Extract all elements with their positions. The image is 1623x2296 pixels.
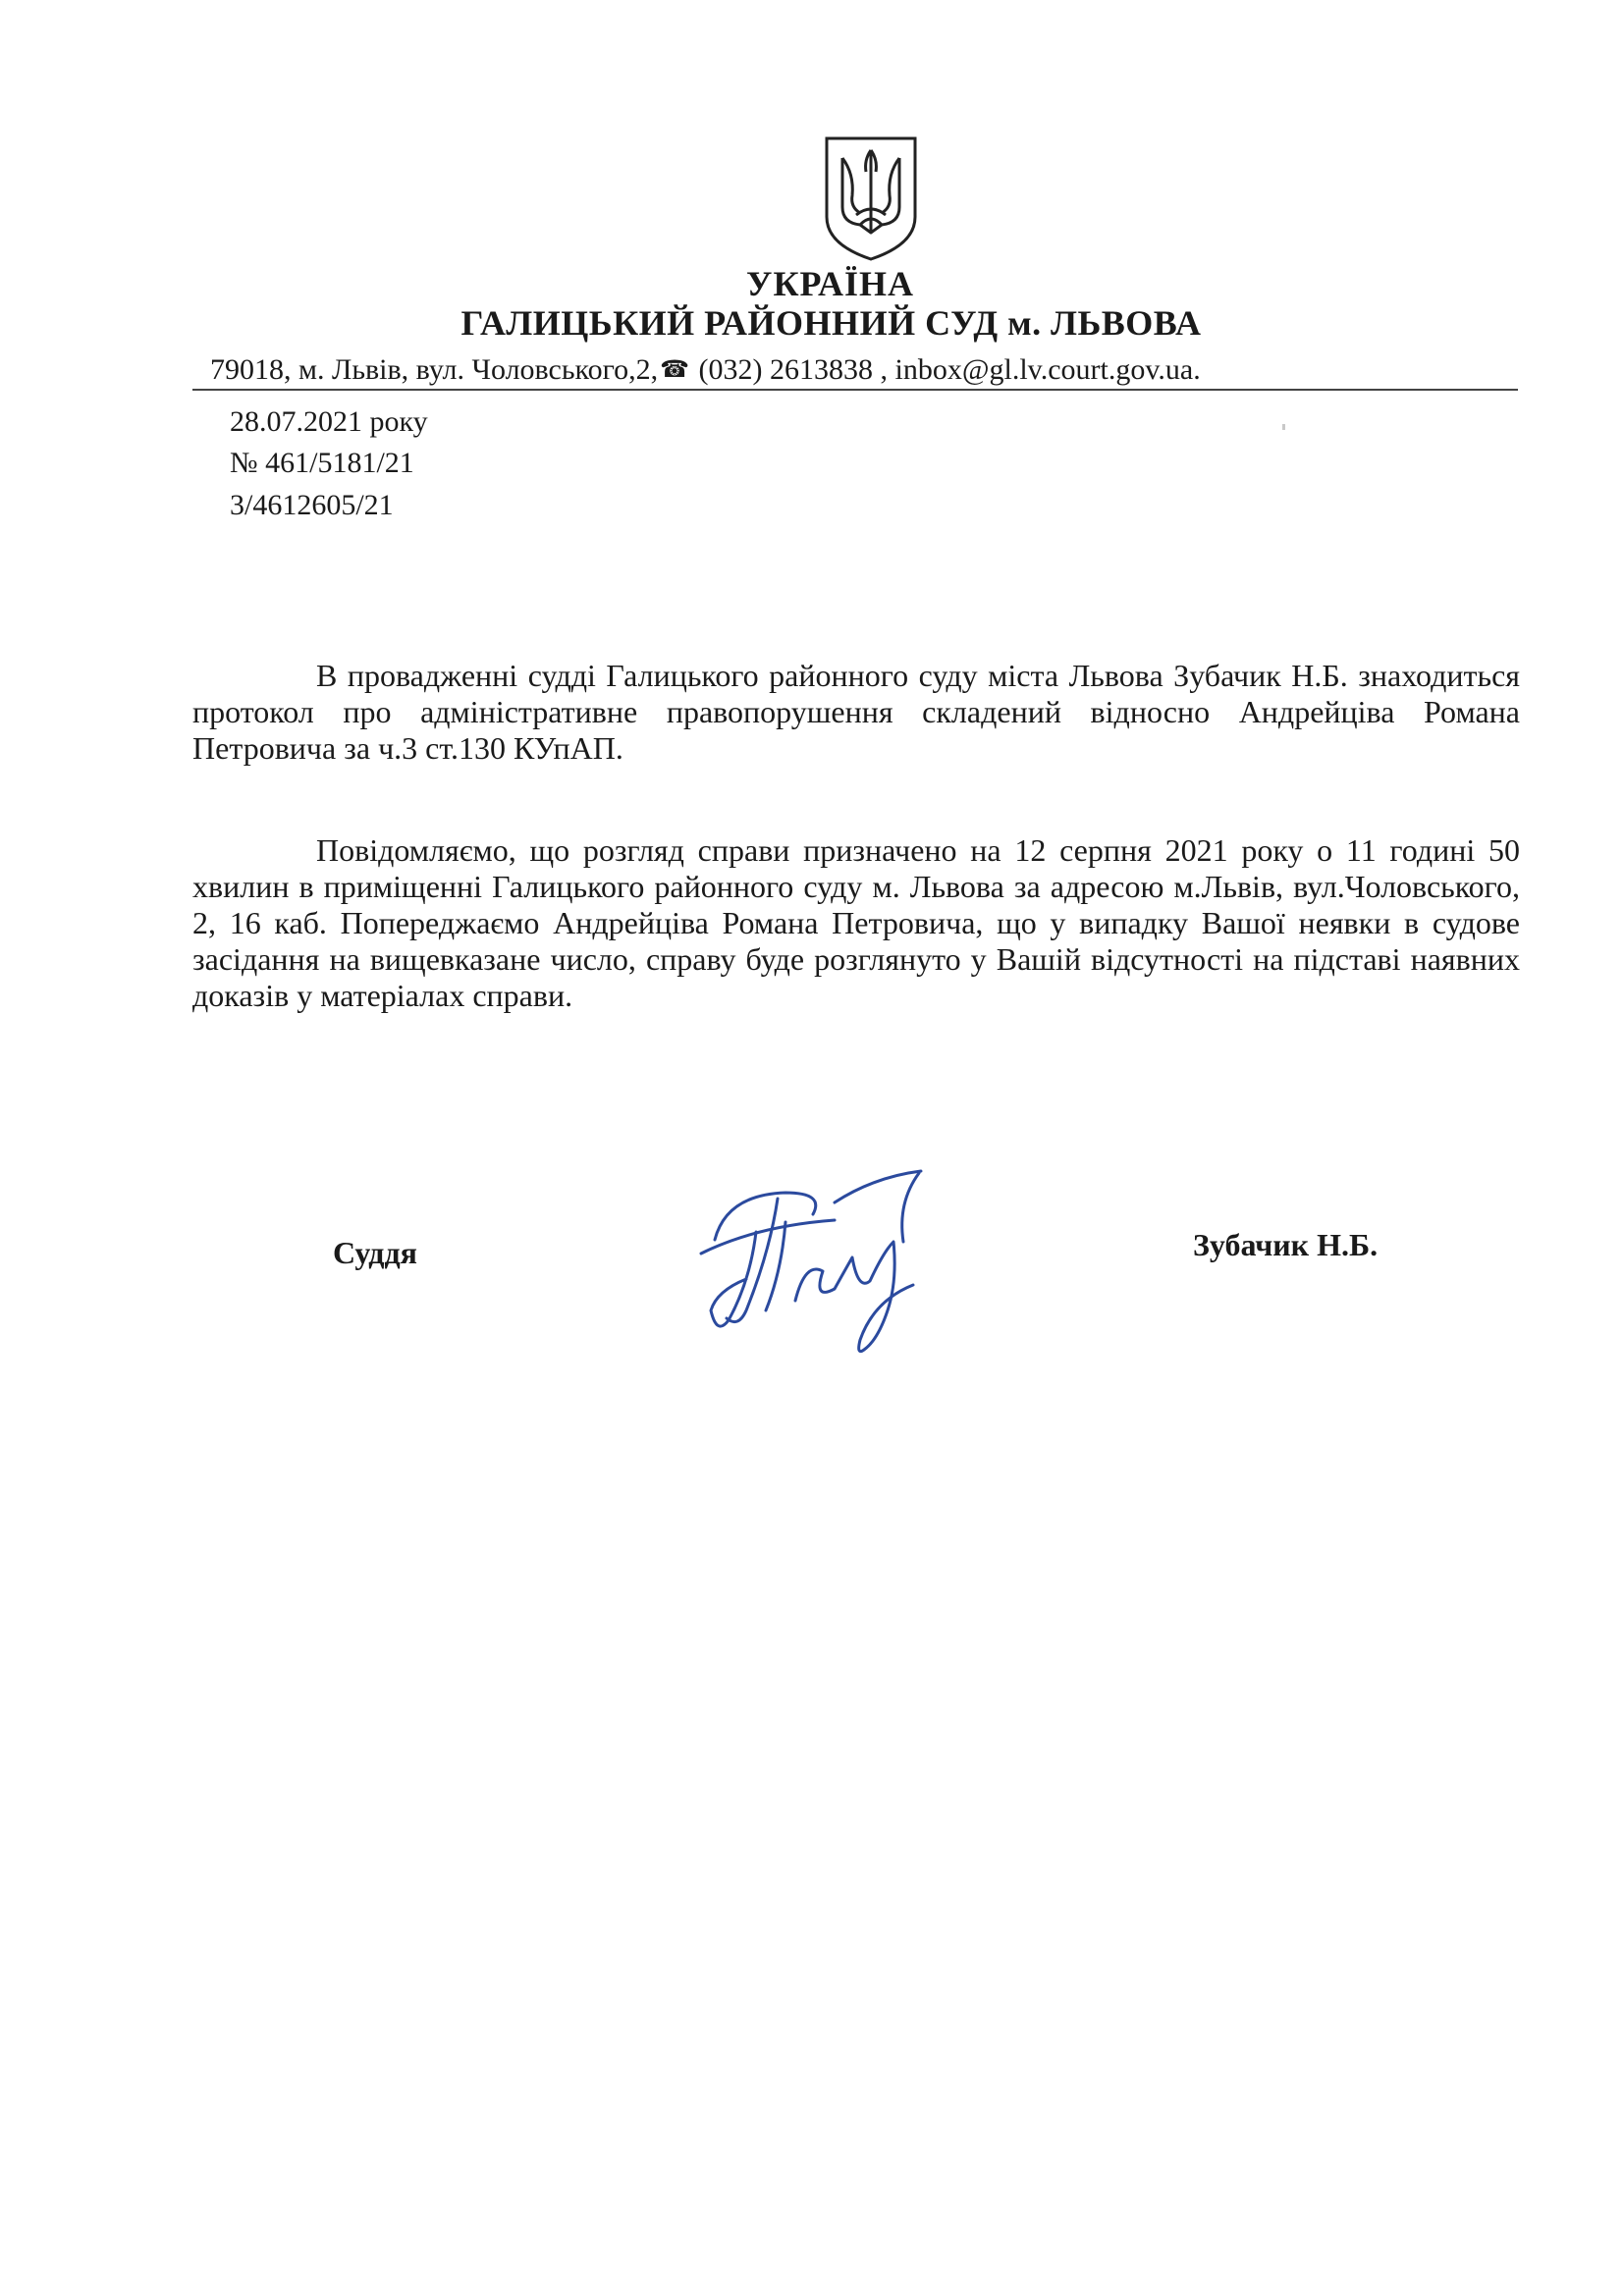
address-street: 79018, м. Львів, вул. Чоловського,2, [210,353,659,386]
address-contacts: (032) 2613838 , inbox@gl.lv.court.gov.ua. [691,353,1201,386]
country-title: УКРАЇНА [746,264,914,303]
court-address [210,353,1201,387]
case-number: № 461/5181/21 [230,447,414,479]
signature-role: Суддя [333,1235,417,1270]
body-paragraph-2: Повідомляємо, що розгляд справи призначено на 12 серпня 2021 року о 11 годині 50 хвилин в приміщенні Галицького районного суду м. Львова за адресою м.Львів, вул.Чоловського, 2, 16 каб. Попереджаємо Андрейціва Романа Петровича, що у випадку Вашої неявки в судове засідання на вищевказане число, справу буде розглянуто у Вашій відсутності на підставі наявних доказів у матеріалах справи. [192,832,1520,1013]
telephone-icon: ☎ [660,357,690,383]
body-paragraph-1: В провадженні судді Галицького районного суду міста Львова Зубачик Н.Б. знаходиться протокол про адміністративне правопорушення складений відносно Андрейціва Романа Петровича за ч.3 ст.130 КУпАП. [192,658,1520,766]
scan-speck [1282,424,1285,430]
coat-of-arms-icon [821,134,921,262]
court-name: ГАЛИЦЬКИЙ РАЙОННИЙ СУД м. ЛЬВОВА [460,303,1202,343]
header-divider [192,389,1518,391]
handwritten-signature [687,1163,972,1369]
document-date: 28.07.2021 року [230,405,428,438]
proceeding-number: 3/4612605/21 [230,489,394,521]
judge-name: Зубачик Н.Б. [1193,1227,1379,1262]
